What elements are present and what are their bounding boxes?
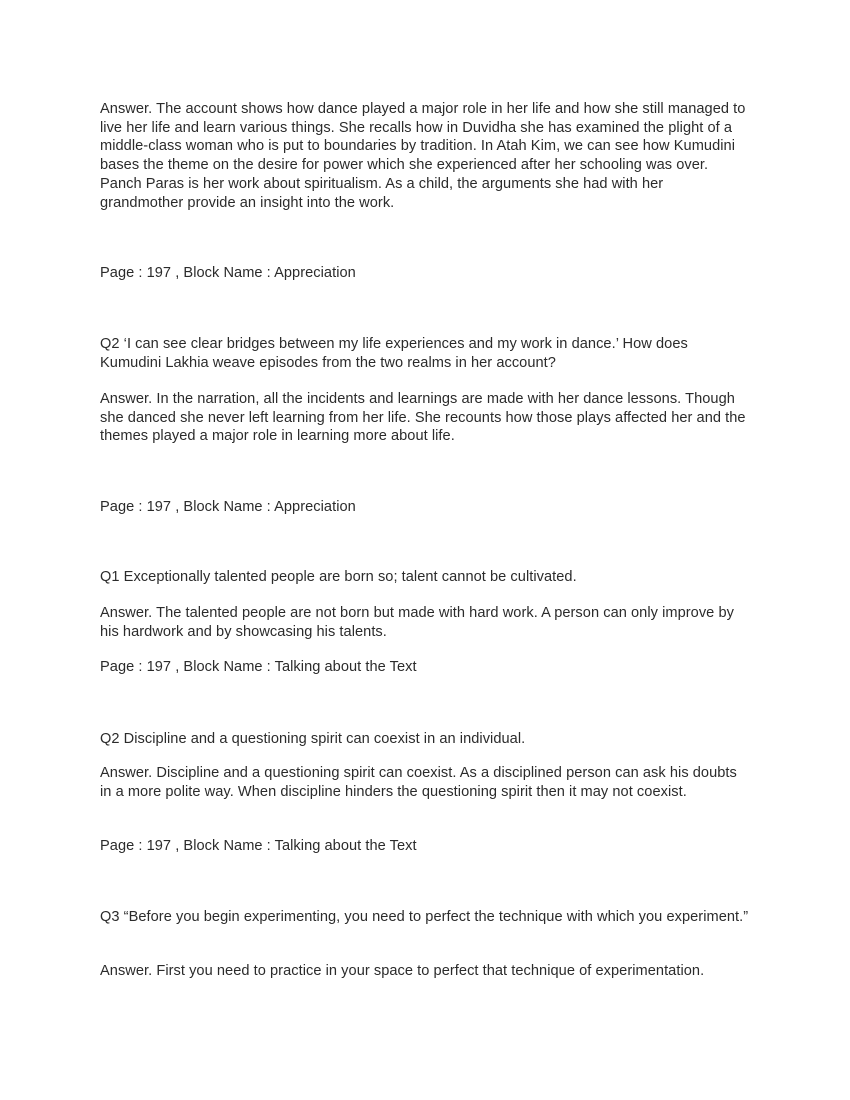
page-reference: Page : 197 , Block Name : Appreciation: [100, 265, 356, 281]
page-reference: Page : 197 , Block Name : Talking about the Text: [100, 659, 417, 675]
question-text: Q2 ‘I can see clear bridges between my life experiences and my work in dance.’ How does Kumudini Lakhia weave episodes from the two realms in her account?: [100, 336, 688, 371]
answer-paragraph: Answer. The account shows how dance played a major role in her life and how she still managed to live her life and learn various things. She recalls how in Duvidha she has examined the plight of a middle-class woman who is put to boundaries by tradition. In Atah Kim, we can see how Kumudini bases the theme on the desire for power which she experienced after her schooling was over. Panch Paras is her work about spiritualism. As a child, the arguments she had with her grandmother provide an insight into the work.: [100, 101, 746, 211]
answer-paragraph: Answer. In the narration, all the incidents and learnings are made with her dance lessons. Though she danced she never left learning from her life. She recounts how those plays affected her and the themes played a major role in learning more about life.: [100, 391, 746, 445]
question-text: Q2 Discipline and a questioning spirit can coexist in an individual.: [100, 731, 526, 747]
question-text: Q1 Exceptionally talented people are born so; talent cannot be cultivated.: [100, 569, 577, 585]
page-reference: Page : 197 , Block Name : Talking about the Text: [100, 838, 417, 854]
answer-paragraph: Answer. First you need to practice in your space to perfect that technique of experimentation.: [100, 963, 705, 979]
answer-paragraph: Answer. The talented people are not born but made with hard work. A person can only improve by his hardwork and by showcasing his talents.: [100, 605, 734, 640]
page-reference: Page : 197 , Block Name : Appreciation: [100, 499, 356, 515]
answer-paragraph: Answer. Discipline and a questioning spirit can coexist. As a disciplined person can ask his doubts in a more polite way. When discipline hinders the questioning spirit then it may not coexist.: [100, 765, 737, 800]
question-text: Q3 “Before you begin experimenting, you need to perfect the technique with which you experiment.”: [100, 909, 749, 925]
